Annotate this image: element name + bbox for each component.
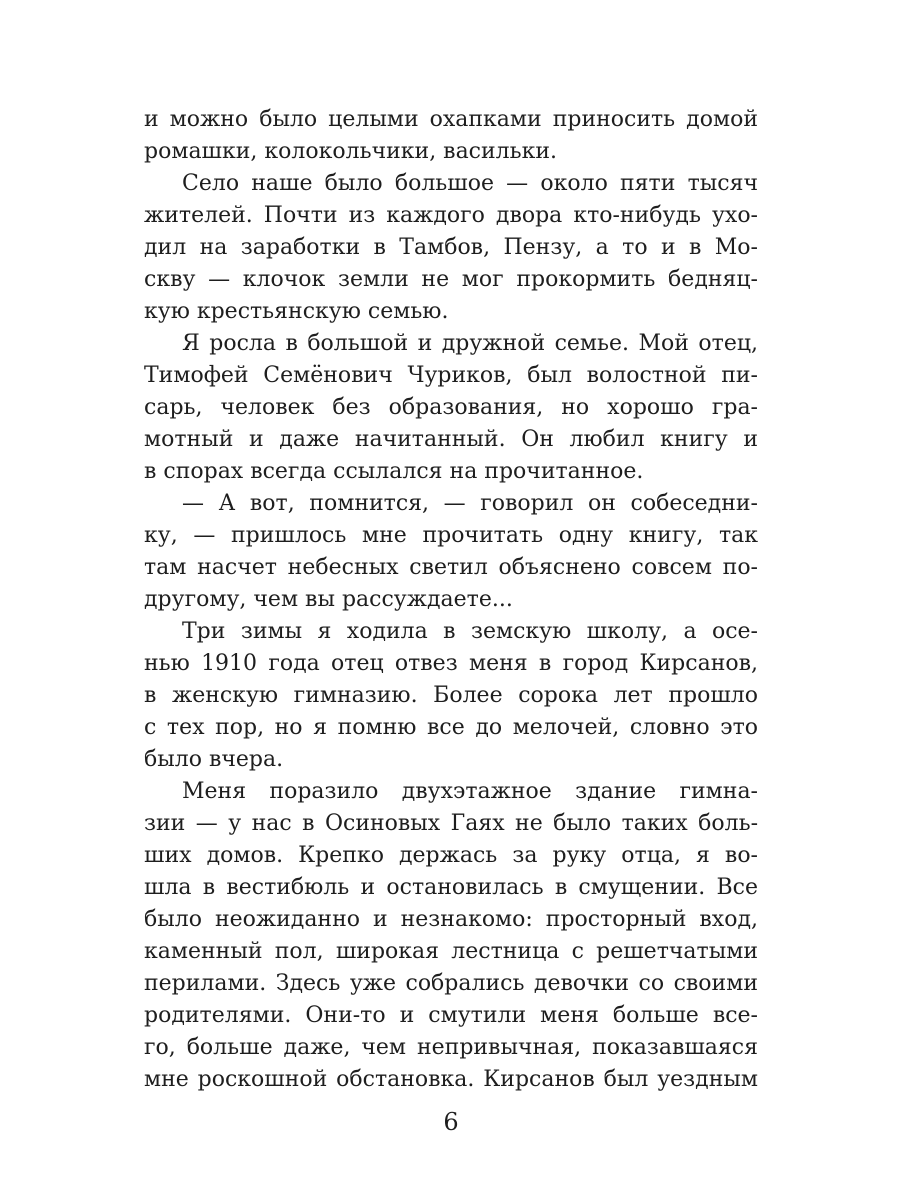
- text-line: было неожиданно и незнакомо: просторный вход,: [144, 907, 758, 932]
- text-line: дил на заработки в Тамбов, Пензу, а то и в Мо-: [144, 235, 758, 260]
- text-line: Я росла в большой и дружной семье. Мой отец,: [182, 331, 758, 356]
- text-line: родителями. Они-то и смутили меня больше все-: [144, 1003, 758, 1028]
- text-line: скву — клочок земли не мог прокормить бедняц-: [144, 267, 758, 292]
- text-line: го, больше даже, чем непривычная, показавшаяся: [144, 1035, 758, 1060]
- text-line: жителей. Почти из каждого двора кто-нибудь ухо-: [144, 203, 758, 228]
- text-line: с тех пор, но я помню все до мелочей, словно это: [144, 715, 758, 740]
- text-line: Три зимы я ходила в земскую школу, а осе-: [182, 619, 758, 644]
- text-line: ромашки, колокольчики, васильки.: [144, 139, 558, 164]
- text-line: в спорах всегда ссылался на прочитанное.: [144, 459, 644, 484]
- text-line: каменный пол, широкая лестница с решетчатыми: [144, 939, 758, 964]
- text-line: в женскую гимназию. Более сорока лет прошло: [144, 683, 758, 708]
- text-line: кую крестьянскую семью.: [144, 299, 449, 324]
- text-line: — А вот, помнится, — говорил он собеседни-: [182, 491, 758, 516]
- text-line: перилами. Здесь уже собрались девочки со своими: [144, 971, 758, 996]
- text-line: мне роскошной обстановка. Кирсанов был уездным: [144, 1067, 758, 1092]
- text-line: Тимофей Семёнович Чуриков, был волостной пи-: [144, 363, 758, 388]
- text-line: и можно было целыми охапками приносить домой: [144, 107, 758, 132]
- page-number: 6: [443, 1108, 459, 1136]
- text-line: там насчет небесных светил объяснено совсем по-: [144, 555, 758, 580]
- text-line: другому, чем вы рассуждаете...: [144, 587, 513, 612]
- text-line: сарь, человек без образования, но хорошо гра-: [144, 395, 758, 420]
- text-line: ку, — пришлось мне прочитать одну книгу, так: [144, 523, 758, 548]
- text-line: зии — у нас в Осиновых Гаях не было таких боль-: [144, 811, 758, 836]
- page-text: [144, 104, 758, 1096]
- text-line: ших домов. Крепко держась за руку отца, я во-: [144, 843, 758, 868]
- text-line: мотный и даже начитанный. Он любил книгу и: [144, 427, 758, 452]
- text-line: Меня поразило двухэтажное здание гимна-: [182, 779, 758, 804]
- text-line: Село наше было большое — около пяти тысяч: [182, 171, 758, 196]
- text-line: нью 1910 года отец отвез меня в город Кирсанов,: [144, 651, 758, 676]
- text-line: было вчера.: [144, 747, 284, 772]
- text-line: шла в вестибюль и остановилась в смущении. Все: [144, 875, 758, 900]
